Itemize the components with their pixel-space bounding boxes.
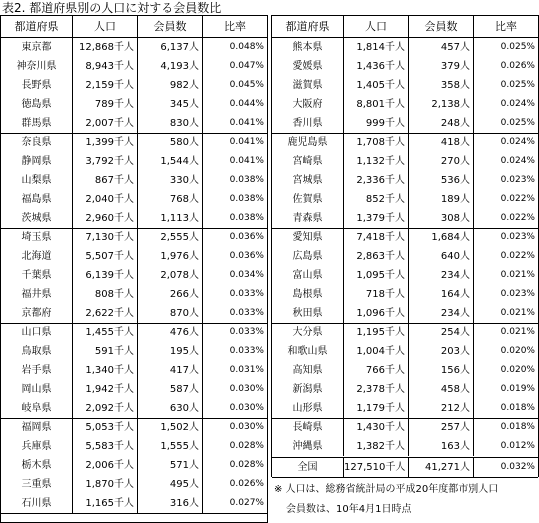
- cell-population: 1,195千人: [344, 323, 409, 342]
- cell-members: 457人: [409, 38, 474, 57]
- cell-population: 1,870千人: [73, 475, 138, 494]
- cell-ratio: 0.024%: [500, 137, 535, 147]
- cell-prefecture: 山口県: [1, 323, 73, 342]
- table-row: [272, 380, 538, 399]
- cell-population: 1,382千人: [344, 437, 409, 456]
- cell-prefecture: 千葉県: [1, 266, 73, 285]
- table-row: [272, 437, 538, 456]
- cell-ratio: 0.045%: [229, 80, 264, 90]
- cell-population: 591千人: [73, 342, 138, 361]
- cell-population: 1,179千人: [344, 399, 409, 418]
- cell-population: 1,814千人: [344, 38, 409, 57]
- header-ratio: 比率: [495, 20, 517, 33]
- cell-ratio: 0.020%: [500, 365, 535, 375]
- cell-prefecture: 長野県: [1, 76, 73, 95]
- table-row: [1, 418, 267, 437]
- cell-members: 316人: [138, 494, 203, 513]
- table-row: [1, 342, 267, 361]
- cell-population: 718千人: [344, 285, 409, 304]
- cell-members: 330人: [138, 171, 203, 190]
- cell-population: 1,004千人: [344, 342, 409, 361]
- table-row: [272, 171, 538, 190]
- cell-population: 8,943千人: [73, 57, 138, 76]
- table-row: [272, 228, 538, 247]
- header-population: 人口: [73, 16, 138, 37]
- cell-population: 1,399千人: [73, 133, 138, 152]
- total-ratio: 0.032%: [500, 462, 535, 472]
- cell-prefecture: 香川県: [272, 114, 344, 133]
- cell-members: 768人: [138, 190, 203, 209]
- table-row: [272, 95, 538, 114]
- cell-prefecture: 長崎県: [272, 418, 344, 437]
- cell-ratio: 0.023%: [500, 289, 535, 299]
- cell-prefecture: 神奈川県: [1, 57, 73, 76]
- cell-prefecture: 福井県: [1, 285, 73, 304]
- cell-ratio: 0.021%: [500, 308, 535, 318]
- cell-ratio: 0.021%: [500, 270, 535, 280]
- cell-prefecture: 山梨県: [1, 171, 73, 190]
- cell-prefecture: 新潟県: [272, 380, 344, 399]
- cell-population: 1,430千人: [344, 418, 409, 437]
- cell-ratio: 0.047%: [229, 61, 264, 71]
- cell-ratio: 0.018%: [500, 422, 535, 432]
- header-prefecture: 都道府県: [272, 16, 344, 37]
- cell-members: 345人: [138, 95, 203, 114]
- cell-population: 2,092千人: [73, 399, 138, 418]
- cell-population: 867千人: [73, 171, 138, 190]
- cell-prefecture: 三重県: [1, 475, 73, 494]
- cell-ratio: 0.033%: [229, 289, 264, 299]
- table-row: [272, 285, 538, 304]
- cell-members: 234人: [409, 266, 474, 285]
- cell-members: 1,544人: [138, 152, 203, 171]
- cell-population: 12,868千人: [73, 38, 138, 57]
- cell-population: 789千人: [73, 95, 138, 114]
- table-row: [1, 95, 267, 114]
- cell-members: 248人: [409, 114, 474, 133]
- cell-population: 2,336千人: [344, 171, 409, 190]
- cell-ratio: 0.030%: [229, 422, 264, 432]
- cell-ratio: 0.033%: [229, 308, 264, 318]
- table-row: [272, 342, 538, 361]
- cell-members: 1,684人: [409, 228, 474, 247]
- cell-members: 257人: [409, 418, 474, 437]
- cell-members: 266人: [138, 285, 203, 304]
- cell-members: 234人: [409, 304, 474, 323]
- cell-prefecture: 大分県: [272, 323, 344, 342]
- cell-ratio: 0.022%: [500, 213, 535, 223]
- table-title: 表2. 都道府県別の人口に対する会員数比: [2, 1, 222, 15]
- total-members: 41,271人: [409, 458, 474, 477]
- cell-population: 2,007千人: [73, 114, 138, 133]
- table-row: [272, 247, 538, 266]
- cell-ratio: 0.033%: [229, 346, 264, 356]
- cell-ratio: 0.038%: [229, 194, 264, 204]
- cell-prefecture: 沖縄県: [272, 437, 344, 456]
- cell-members: 195人: [138, 342, 203, 361]
- cell-prefecture: 茨城県: [1, 209, 73, 228]
- cell-population: 2,960千人: [73, 209, 138, 228]
- note-source: ※ 人口は、総務省統計局の平成20年度都市別人口: [274, 484, 499, 495]
- cell-prefecture: 山形県: [272, 399, 344, 418]
- cell-prefecture: 島根県: [272, 285, 344, 304]
- cell-ratio: 0.038%: [229, 175, 264, 185]
- table-row: [1, 152, 267, 171]
- cell-members: 476人: [138, 323, 203, 342]
- cell-prefecture: 東京都: [1, 38, 73, 57]
- cell-members: 1,113人: [138, 209, 203, 228]
- cell-ratio: 0.024%: [500, 156, 535, 166]
- cell-population: 1,095千人: [344, 266, 409, 285]
- header-ratio: 比率: [224, 20, 246, 33]
- table-row: [272, 76, 538, 95]
- cell-prefecture: 奈良県: [1, 133, 73, 152]
- cell-members: 308人: [409, 209, 474, 228]
- header-members: 会員数: [138, 16, 203, 37]
- cell-ratio: 0.023%: [500, 232, 535, 242]
- cell-prefecture: 群馬県: [1, 114, 73, 133]
- cell-members: 418人: [409, 133, 474, 152]
- cell-prefecture: 青森県: [272, 209, 344, 228]
- cell-prefecture: 京都府: [1, 304, 73, 323]
- cell-population: 2,006千人: [73, 456, 138, 475]
- table-row: [272, 361, 538, 380]
- total-row: [272, 457, 538, 478]
- cell-ratio: 0.028%: [229, 460, 264, 470]
- cell-population: 1,942千人: [73, 380, 138, 399]
- cell-members: 571人: [138, 456, 203, 475]
- cell-ratio: 0.027%: [229, 498, 264, 508]
- cell-population: 6,139千人: [73, 266, 138, 285]
- table-row: [1, 76, 267, 95]
- cell-members: 1,502人: [138, 418, 203, 437]
- table-row: [1, 38, 267, 57]
- table-row: [1, 361, 267, 380]
- cell-members: 536人: [409, 171, 474, 190]
- cell-ratio: 0.036%: [229, 251, 264, 261]
- cell-prefecture: 大阪府: [272, 95, 344, 114]
- cell-ratio: 0.028%: [229, 441, 264, 451]
- cell-members: 4,193人: [138, 57, 203, 76]
- cell-members: 2,138人: [409, 95, 474, 114]
- cell-prefecture: 鳥取県: [1, 342, 73, 361]
- cell-prefecture: 栃木県: [1, 456, 73, 475]
- cell-members: 358人: [409, 76, 474, 95]
- cell-prefecture: 福島県: [1, 190, 73, 209]
- cell-population: 1,436千人: [344, 57, 409, 76]
- cell-ratio: 0.025%: [500, 80, 535, 90]
- table-row: [1, 171, 267, 190]
- table-row: [1, 475, 267, 494]
- cell-ratio: 0.030%: [229, 384, 264, 394]
- cell-ratio: 0.041%: [229, 156, 264, 166]
- cell-population: 8,801千人: [344, 95, 409, 114]
- cell-prefecture: 岩手県: [1, 361, 73, 380]
- cell-population: 1,379千人: [344, 209, 409, 228]
- cell-members: 212人: [409, 399, 474, 418]
- table-row: [1, 247, 267, 266]
- cell-ratio: 0.036%: [229, 232, 264, 242]
- cell-ratio: 0.025%: [500, 118, 535, 128]
- cell-members: 587人: [138, 380, 203, 399]
- cell-prefecture: 福岡県: [1, 418, 73, 437]
- cell-members: 580人: [138, 133, 203, 152]
- cell-prefecture: 愛媛県: [272, 57, 344, 76]
- table-row: [272, 114, 538, 134]
- cell-members: 6,137人: [138, 38, 203, 57]
- table-row: [272, 152, 538, 171]
- cell-prefecture: 熊本県: [272, 38, 344, 57]
- table-row: [1, 285, 267, 304]
- cell-population: 1,405千人: [344, 76, 409, 95]
- cell-prefecture: 徳島県: [1, 95, 73, 114]
- cell-prefecture: 秋田県: [272, 304, 344, 323]
- cell-members: 458人: [409, 380, 474, 399]
- cell-ratio: 0.024%: [500, 99, 535, 109]
- cell-members: 270人: [409, 152, 474, 171]
- cell-population: 7,418千人: [344, 228, 409, 247]
- table-header: [272, 16, 538, 38]
- table-row: [1, 228, 267, 247]
- total-population: 127,510千人: [344, 458, 409, 477]
- cell-ratio: 0.048%: [229, 42, 264, 52]
- cell-prefecture: 滋賀県: [272, 76, 344, 95]
- table-row: [272, 399, 538, 419]
- cell-ratio: 0.022%: [500, 194, 535, 204]
- cell-members: 1,976人: [138, 247, 203, 266]
- table-row: [1, 494, 267, 514]
- cell-prefecture: 高知県: [272, 361, 344, 380]
- cell-members: 379人: [409, 57, 474, 76]
- cell-population: 2,159千人: [73, 76, 138, 95]
- cell-prefecture: 和歌山県: [272, 342, 344, 361]
- cell-ratio: 0.034%: [229, 270, 264, 280]
- cell-prefecture: 北海道: [1, 247, 73, 266]
- cell-ratio: 0.041%: [229, 118, 264, 128]
- cell-prefecture: 宮城県: [272, 171, 344, 190]
- table-row: [1, 57, 267, 76]
- total-label: 全国: [272, 458, 344, 477]
- cell-members: 254人: [409, 323, 474, 342]
- header-prefecture: 都道府県: [1, 16, 73, 37]
- cell-members: 1,555人: [138, 437, 203, 456]
- cell-ratio: 0.044%: [229, 99, 264, 109]
- table-row: [1, 437, 267, 456]
- table-row: [272, 304, 538, 324]
- cell-ratio: 0.021%: [500, 327, 535, 337]
- cell-population: 3,792千人: [73, 152, 138, 171]
- table-row: [1, 323, 267, 342]
- table-row: [1, 399, 267, 419]
- cell-prefecture: 富山県: [272, 266, 344, 285]
- note-date: 会員数は、10年4月1日時点: [286, 504, 412, 515]
- cell-members: 640人: [409, 247, 474, 266]
- table-row: [1, 456, 267, 475]
- cell-ratio: 0.025%: [500, 42, 535, 52]
- cell-ratio: 0.026%: [500, 61, 535, 71]
- table-row: [272, 323, 538, 342]
- header-members: 会員数: [409, 16, 474, 37]
- cell-prefecture: 石川県: [1, 494, 73, 513]
- cell-population: 2,622千人: [73, 304, 138, 323]
- cell-members: 164人: [409, 285, 474, 304]
- cell-members: 2,555人: [138, 228, 203, 247]
- table-row: [1, 133, 267, 152]
- table-row: [1, 114, 267, 134]
- cell-ratio: 0.026%: [229, 479, 264, 489]
- cell-population: 2,863千人: [344, 247, 409, 266]
- cell-population: 852千人: [344, 190, 409, 209]
- table-row: [1, 304, 267, 324]
- cell-ratio: 0.038%: [229, 213, 264, 223]
- cell-population: 5,583千人: [73, 437, 138, 456]
- cell-members: 630人: [138, 399, 203, 418]
- cell-ratio: 0.041%: [229, 137, 264, 147]
- cell-population: 999千人: [344, 114, 409, 133]
- cell-population: 1,132千人: [344, 152, 409, 171]
- cell-prefecture: 佐賀県: [272, 190, 344, 209]
- ranking-table-right: [271, 15, 539, 477]
- table-row: [272, 133, 538, 152]
- table-notes: [274, 480, 498, 520]
- table-header: [1, 16, 267, 38]
- cell-prefecture: 岐阜県: [1, 399, 73, 418]
- cell-population: 1,096千人: [344, 304, 409, 323]
- table-row: [272, 57, 538, 76]
- cell-population: 5,507千人: [73, 247, 138, 266]
- table-row: [1, 190, 267, 209]
- cell-population: 808千人: [73, 285, 138, 304]
- cell-population: 5,053千人: [73, 418, 138, 437]
- cell-ratio: 0.018%: [500, 403, 535, 413]
- cell-members: 189人: [409, 190, 474, 209]
- table-row: [272, 418, 538, 437]
- cell-ratio: 0.012%: [500, 441, 535, 451]
- cell-prefecture: 愛知県: [272, 228, 344, 247]
- ranking-table-left: [0, 15, 268, 523]
- cell-ratio: 0.022%: [500, 251, 535, 261]
- cell-population: 1,165千人: [73, 494, 138, 513]
- cell-members: 163人: [409, 437, 474, 456]
- cell-prefecture: 静岡県: [1, 152, 73, 171]
- cell-ratio: 0.030%: [229, 403, 264, 413]
- table-row: [272, 209, 538, 229]
- table-row: [272, 266, 538, 285]
- cell-members: 203人: [409, 342, 474, 361]
- cell-prefecture: 広島県: [272, 247, 344, 266]
- cell-members: 2,078人: [138, 266, 203, 285]
- cell-ratio: 0.031%: [229, 365, 264, 375]
- table-row: [1, 266, 267, 285]
- table-row: [272, 38, 538, 57]
- cell-prefecture: 兵庫県: [1, 437, 73, 456]
- table-row: [1, 209, 267, 229]
- cell-members: 830人: [138, 114, 203, 133]
- cell-prefecture: 岡山県: [1, 380, 73, 399]
- cell-members: 156人: [409, 361, 474, 380]
- cell-population: 1,340千人: [73, 361, 138, 380]
- cell-prefecture: 宮崎県: [272, 152, 344, 171]
- cell-population: 2,378千人: [344, 380, 409, 399]
- cell-ratio: 0.033%: [229, 327, 264, 337]
- cell-population: 7,130千人: [73, 228, 138, 247]
- cell-members: 870人: [138, 304, 203, 323]
- cell-ratio: 0.019%: [500, 384, 535, 394]
- cell-members: 982人: [138, 76, 203, 95]
- header-population: 人口: [344, 16, 409, 37]
- cell-members: 495人: [138, 475, 203, 494]
- cell-prefecture: 鹿児島県: [272, 133, 344, 152]
- cell-prefecture: 埼玉県: [1, 228, 73, 247]
- cell-population: 1,708千人: [344, 133, 409, 152]
- cell-population: 766千人: [344, 361, 409, 380]
- cell-population: 2,040千人: [73, 190, 138, 209]
- table-row: [272, 190, 538, 209]
- cell-population: 1,455千人: [73, 323, 138, 342]
- cell-ratio: 0.020%: [500, 346, 535, 356]
- cell-ratio: 0.023%: [500, 175, 535, 185]
- table-row: [1, 380, 267, 399]
- cell-members: 417人: [138, 361, 203, 380]
